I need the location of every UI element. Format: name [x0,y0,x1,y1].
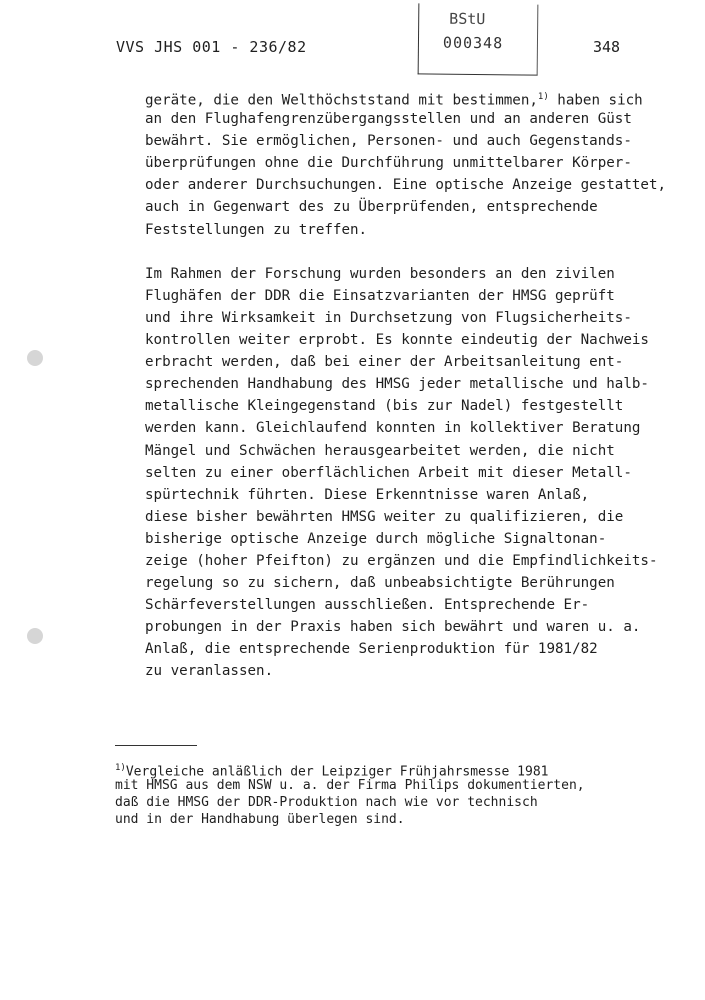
archive-stamp [418,3,539,75]
footnote-divider [115,745,197,746]
paragraph-1-line: Feststellungen zu treffen. [145,221,368,238]
paragraph-2-line: und ihre Wirksamkeit in Durchsetzung von Flugsicherheits- [145,309,632,326]
footnote-reference: 1) [537,92,549,102]
paragraph-2-line: zu veranlassen. [145,663,274,680]
paragraph-2-line: werden kann. Gleichlaufend konnten in kollektiver Beratung [145,420,641,437]
paragraph-2-line: bisherige optische Anzeige durch mögliche Signaltonan- [145,530,607,547]
footnote [115,760,675,828]
paragraph-2-line: metallische Kleingegenstand (bis zur Nadel) festgestellt [145,398,624,415]
paragraph-2-line: sprechenden Handhabung des HMSG jeder metallische und halb- [145,376,649,393]
paragraph-2-line: zeige (hoher Pfeifton) zu ergänzen und die Empfindlichkeits- [145,552,658,569]
paragraph-2-line: Im Rahmen der Forschung wurden besonders an den zivilen [145,265,615,282]
paragraph-2-line: diese bisher bewährten HMSG weiter zu qualifizieren, die [145,508,624,525]
footnote-line-1: $^{1)}$Vergleiche anläßlich der Leipziger Frühjahrsmesse 1981 [115,763,549,780]
paragraph-2-line: probungen in der Praxis haben sich bewährt und waren u. a. [145,619,641,636]
footnote-line: und in der Handhabung überlegen sind. [115,812,405,827]
paragraph-gap [145,241,685,263]
stamp-number: 000348 [442,33,504,53]
paragraph-1-line: an den Flughafengrenzübergangsstellen und an anderen Güst [145,111,632,128]
paragraph-2-line: regelung so zu sichern, daß unbeabsichtigte Berührungen [145,575,615,592]
paragraph-1-line: oder anderer Durchsuchungen. Eine optische Anzeige gestattet, [145,177,667,194]
paragraph-1-line: bewährt. Sie ermöglichen, Personen- und auch Gegenstands- [145,133,632,150]
body-text [145,86,685,683]
punch-hole [27,628,43,644]
footnote-line: mit HMSG aus dem NSW u. a. der Firma Philips dokumentierten, [115,778,585,793]
paragraph-2-line: erbracht werden, daß bei einer der Arbeitsanleitung ent- [145,354,624,371]
document-reference: VVS JHS 001 - 236/82 [116,38,307,56]
paragraph-1-line-1: geräte, die den Welthöchststand mit bestimmen,$^{1)}$ haben sich [145,92,643,109]
paragraph-2-line: kontrollen weiter erprobt. Es konnte eindeutig der Nachweis [145,332,649,349]
paragraph-2-line: Flughäfen der DDR die Einsatzvarianten der HMSG geprüft [145,287,615,304]
paragraph-2-line: Mängel und Schwächen herausgearbeitet werden, die nicht [145,442,615,459]
paragraph-2-line: Schärfeverstellungen ausschließen. Entsprechende Er- [145,597,590,614]
footnote-marker: 1) [115,763,126,773]
paragraph-1-line: überprüfungen ohne die Durchführung unmittelbarer Körper- [145,155,632,172]
punch-hole [27,350,43,366]
paragraph-1-line: auch in Gegenwart des zu Überprüfenden, entsprechende [145,199,598,216]
footnote-line: daß die HMSG der DDR-Produktion nach wie vor technisch [115,795,538,810]
paragraph-2-line: Anlaß, die entsprechende Serienproduktion für 1981/82 [145,641,598,658]
stamp-agency: BStU [449,9,486,29]
page-number: 348 [593,38,621,56]
paragraph-2-line: spürtechnik führten. Diese Erkenntnisse waren Anlaß, [145,486,590,503]
paragraph-2-line: selten zu einer oberflächlichen Arbeit mit dieser Metall- [145,464,632,481]
